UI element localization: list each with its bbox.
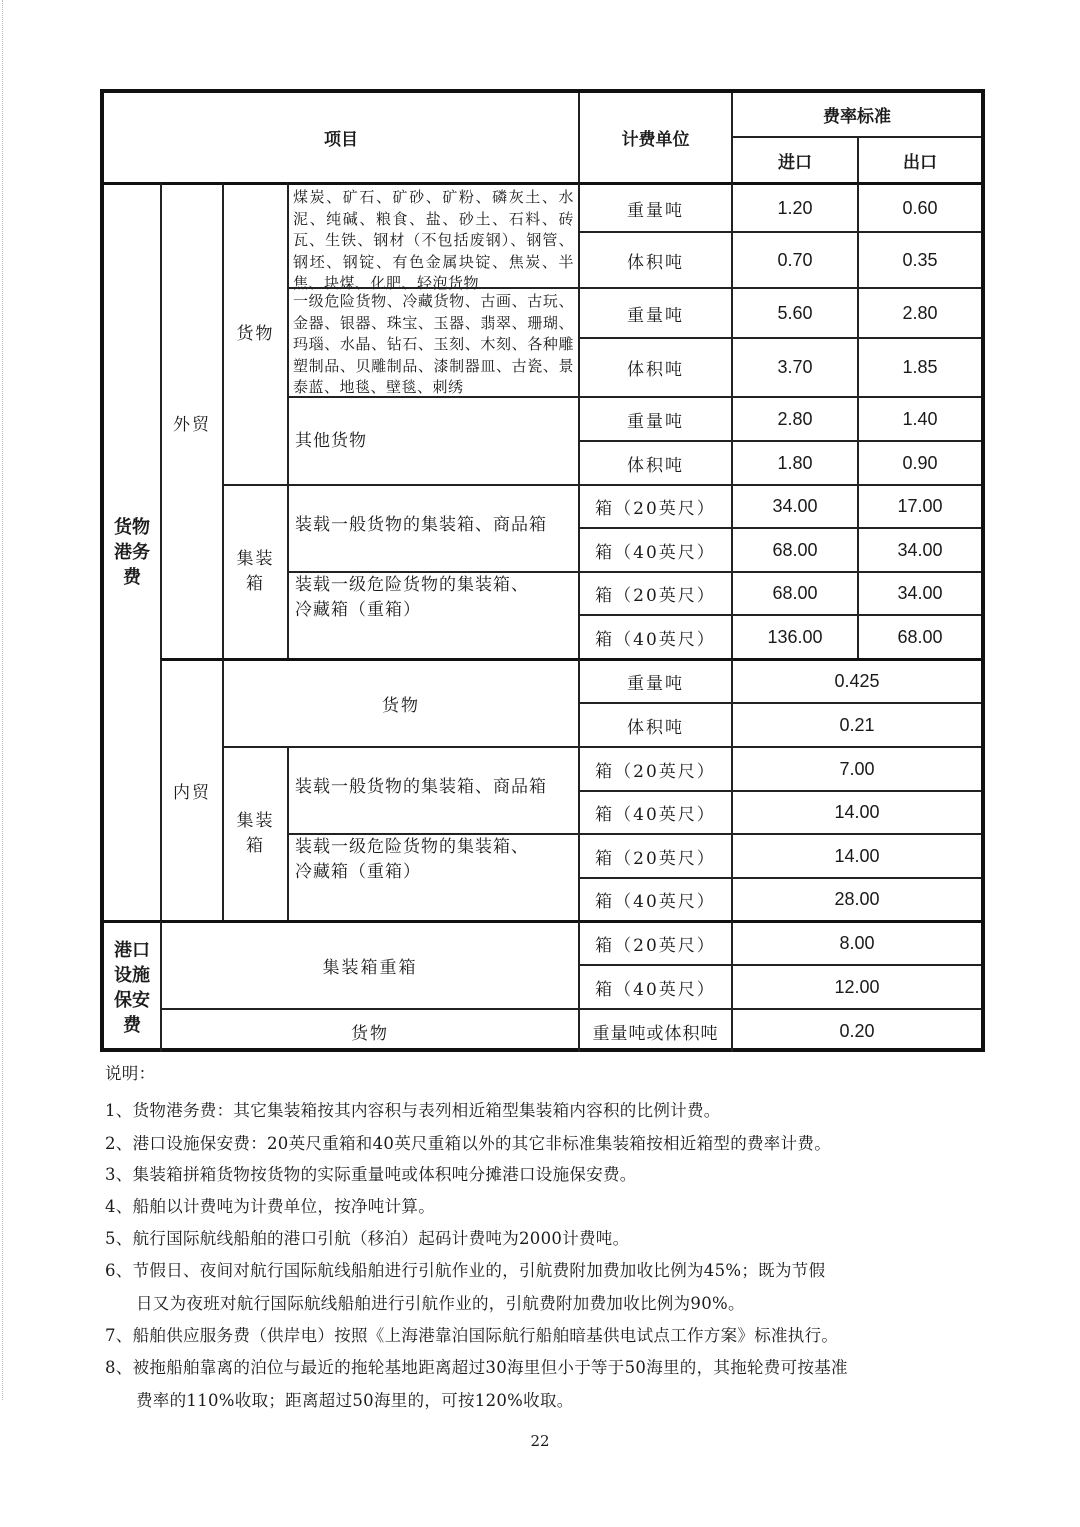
rate-export: 0.60 (857, 182, 981, 231)
note-item: 3、集装箱拼箱货物按货物的实际重量吨或体积吨分摊港口设施保安费。 (105, 1165, 637, 1184)
rate-export: 17.00 (857, 484, 981, 527)
rate-unit: 箱（40英尺） (578, 964, 731, 1008)
category-line: 货物 (114, 517, 150, 538)
rate-unit: 重量吨 (578, 396, 731, 440)
rate-value: 0.20 (731, 1008, 981, 1052)
domestic-goods-desc: 货物 (222, 658, 578, 746)
note-item: 7、船舶供应服务费（供岸电）按照《上海港靠泊国际航行船舶暗基供电试点工作方案》标准执行。 (105, 1326, 839, 1345)
rate-unit: 箱（40英尺） (578, 614, 731, 658)
category-line: 保安 (114, 989, 150, 1011)
category-port-security-fee (104, 920, 160, 1052)
header-unit: 计费单位 (578, 93, 731, 182)
rate-unit: 体积吨 (578, 337, 731, 396)
scan-edge (2, 0, 3, 1400)
rate-value: 28.00 (731, 877, 981, 920)
rate-unit: 箱（20英尺） (578, 484, 731, 527)
header-rate: 费率标准 (731, 93, 981, 136)
rate-value: 0.21 (731, 702, 981, 746)
domestic-container-label (222, 746, 287, 920)
rate-export: 1.85 (857, 337, 981, 396)
rate-unit: 箱（40英尺） (578, 527, 731, 571)
rate-unit: 箱（40英尺） (578, 790, 731, 833)
container-desc (287, 571, 578, 658)
category-line: 费 (123, 567, 141, 588)
desc-line: 装载一级危险货物的集装箱、 (295, 575, 529, 595)
label-line: 箱 (246, 574, 265, 594)
rate-unit: 重量吨 (578, 287, 731, 337)
container-desc: 装载一般货物的集装箱、商品箱 (287, 746, 578, 833)
rate-unit: 重量吨 (578, 658, 731, 702)
rate-unit: 箱（40英尺） (578, 877, 731, 920)
header-item: 项目 (324, 130, 358, 150)
rate-value: 14.00 (731, 833, 981, 877)
rate-import: 68.00 (731, 571, 857, 614)
rate-unit: 体积吨 (578, 231, 731, 287)
domestic-trade-label: 内贸 (160, 658, 222, 920)
rate-value: 14.00 (731, 790, 981, 833)
notes-title: 说明： (105, 1064, 156, 1083)
goods-desc: 其他货物 (287, 396, 578, 484)
rate-import: 2.80 (731, 396, 857, 440)
note-item: 5、航行国际航线船舶的港口引航（移泊）起码计费吨为2000计费吨。 (105, 1229, 630, 1248)
rate-export: 68.00 (857, 614, 981, 658)
note-item: 日又为夜班对航行国际航线船舶进行引航作业的，引航费附加费加收比例为90%。 (136, 1294, 745, 1313)
header-export: 出口 (857, 136, 981, 182)
rate-unit: 重量吨 (578, 182, 731, 231)
foreign-trade-label: 外贸 (160, 182, 222, 658)
fee-table (100, 89, 985, 1052)
category-line: 港口 (114, 939, 150, 961)
rate-unit: 箱（20英尺） (578, 833, 731, 877)
rate-unit: 箱（20英尺） (578, 920, 731, 964)
rate-unit: 体积吨 (578, 702, 731, 746)
rate-export: 34.00 (857, 527, 981, 571)
rate-import: 0.70 (731, 231, 857, 287)
rate-import: 1.80 (731, 440, 857, 484)
rate-value: 8.00 (731, 920, 981, 964)
rate-value: 12.00 (731, 964, 981, 1008)
label-line: 箱 (246, 836, 265, 856)
rate-unit: 箱（20英尺） (578, 571, 731, 614)
desc-line: 装载一级危险货物的集装箱、 (295, 837, 529, 857)
foreign-container-label (222, 484, 287, 658)
header-import: 进口 (731, 136, 857, 182)
category-cargo-port-fee (104, 182, 160, 920)
rate-unit: 体积吨 (578, 440, 731, 484)
rate-export: 1.40 (857, 396, 981, 440)
rate-import: 136.00 (731, 614, 857, 658)
rate-value: 7.00 (731, 746, 981, 790)
category-line: 港务 (114, 542, 150, 563)
rate-import: 34.00 (731, 484, 857, 527)
security-goods-desc: 货物 (160, 1008, 578, 1052)
rate-export: 0.90 (857, 440, 981, 484)
rate-export: 34.00 (857, 571, 981, 614)
note-item: 4、船舶以计费吨为计费单位，按净吨计算。 (105, 1197, 435, 1216)
rate-import: 68.00 (731, 527, 857, 571)
note-item: 费率的110%收取；距离超过50海里的，可按120%收取。 (136, 1391, 574, 1410)
note-item: 2、港口设施保安费：20英尺重箱和40英尺重箱以外的其它非标准集装箱按相近箱型的费率计费。 (105, 1134, 831, 1153)
note-item: 8、被拖船舶靠离的泊位与最近的拖轮基地距离超过30海里但小于等于50海里的，其拖轮费可按基准 (105, 1358, 848, 1377)
goods-desc: 一级危险货物、冷藏货物、古画、古玩、金器、银器、珠宝、玉器、翡翠、珊瑚、玛瑙、水晶、钻石、玉刻、木刻、各种雕塑制品、贝雕制品、漆制器皿、古瓷、景泰蓝、地毯、壁毯、刺绣 (287, 287, 578, 396)
rate-import: 1.20 (731, 182, 857, 231)
label-line: 集装 (236, 811, 275, 831)
security-container-desc: 集装箱重箱 (160, 920, 578, 1008)
rate-unit: 箱（20英尺） (578, 746, 731, 790)
rate-export: 0.35 (857, 231, 981, 287)
note-item: 1、货物港务费：其它集装箱按其内容积与表列相近箱型集装箱内容积的比例计费。 (105, 1101, 721, 1120)
goods-desc: 煤炭、矿石、矿砂、矿粉、磷灰土、水泥、纯碱、粮食、盐、砂土、石料、砖瓦、生铁、钢材（不包括废钢）、钢管、钢坯、钢锭、有色金属块锭、焦炭、半焦、块煤、化肥、轻泡货物 (287, 182, 578, 287)
label-line: 集装 (236, 549, 275, 569)
rate-export: 2.80 (857, 287, 981, 337)
desc-line: 冷藏箱（重箱） (295, 862, 421, 882)
desc-line: 冷藏箱（重箱） (295, 600, 421, 620)
rate-value: 0.425 (731, 658, 981, 702)
rate-import: 3.70 (731, 337, 857, 396)
category-line: 设施 (114, 964, 150, 986)
note-item: 6、节假日、夜间对航行国际航线船舶进行引航作业的，引航费附加费加收比例为45%；既为节假 (105, 1261, 826, 1280)
rate-unit: 重量吨或体积吨 (578, 1008, 731, 1052)
container-desc (287, 833, 578, 920)
rate-import: 5.60 (731, 287, 857, 337)
container-desc: 装载一般货物的集装箱、商品箱 (287, 484, 578, 571)
category-line: 费 (123, 1014, 141, 1036)
foreign-goods-label: 货物 (222, 182, 287, 484)
page-number: 22 (530, 1432, 550, 1450)
